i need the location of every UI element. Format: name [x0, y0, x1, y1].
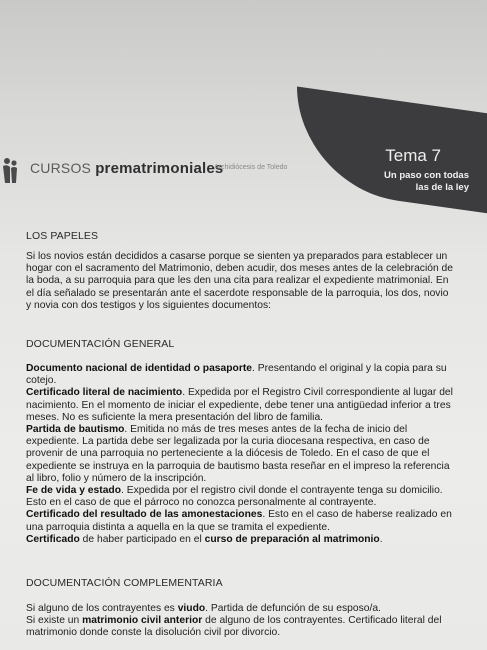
tema-subtitle — [359, 170, 469, 194]
item-viudo-text: Si alguno de los contrayentes es — [26, 603, 178, 614]
item-nacimiento-text: . Expedida por el Registro Civil correspondiente al lugar del nacimiento. En el momento de iniciar el expediente, debe tener una antigüedad inferior a tres meses. No es suficiente la mera presentación del libro de familia. — [26, 387, 453, 423]
general-documents — [26, 363, 456, 546]
item-curso-text: de haber participado en el — [79, 533, 205, 545]
section-title-complementaria: DOCUMENTACIÓN COMPLEMENTARIA — [26, 577, 223, 589]
section-title-papeles: LOS PAPELES — [26, 230, 99, 242]
item-curso-bold-2: curso de preparación al matrimonio — [204, 533, 380, 545]
brand-name — [30, 160, 223, 177]
tema-title: Tema 7 — [385, 146, 441, 165]
item-dni-text: . Presentando el original y la copia para su cotejo. — [26, 363, 447, 387]
item-fe-bold: Fe de vida y estado — [26, 485, 121, 497]
tema-subtitle-line-1: Un paso con todas — [384, 170, 469, 181]
brand-subtitle: Archidiócesis de Toledo — [214, 164, 288, 171]
section-title-general: DOCUMENTACIÓN GENERAL — [26, 338, 175, 350]
item-curso-bold-1: Certificado — [26, 533, 80, 545]
item-amon-text: . Esto en el caso de haberse realizado en una parroquia distinta a aquella en la que se tramita el expediente. — [26, 509, 452, 533]
item-viudo-end: . Partida de defunción de su esposo/a. — [205, 603, 381, 614]
item-amonestaciones — [26, 509, 456, 533]
item-civil-bold: matrimonio civil anterior — [82, 615, 203, 627]
item-civil-end: de alguno de los contrayentes. Certificado literal del matrimonio donde conste la disolución civil por divorcio. — [26, 615, 442, 639]
item-curso — [26, 534, 456, 546]
item-civil-text: Si existe un — [26, 615, 83, 627]
item-dni-bold: Documento nacional de identidad o pasaporte — [26, 363, 252, 374]
brand-bold: prematrimoniales — [95, 160, 224, 177]
item-nacimiento-bold: Certificado literal de nacimiento — [26, 387, 183, 399]
item-viudo-bold: viudo — [177, 603, 206, 614]
item-bautismo-bold: Partida de bautismo — [26, 424, 125, 436]
tema-subtitle-line-2: las de la ley — [415, 182, 469, 193]
item-dni — [26, 363, 456, 387]
item-amon-bold: Certificado del resultado de las amonestaciones — [26, 509, 263, 521]
complementary-documents — [26, 603, 456, 640]
item-viudo — [26, 603, 456, 615]
item-bautismo — [26, 424, 456, 485]
couple-logo-icon — [2, 156, 18, 184]
item-curso-end: . — [379, 533, 383, 545]
brand-light: CURSOS — [30, 160, 96, 176]
item-civil — [26, 615, 456, 639]
item-fe-de-vida — [26, 485, 456, 509]
item-fe-text: . Expedida por el registro civil donde el contrayente tenga su domicilio. Esto en el caso de que el párroco no conozca personalmente al contrayente. — [26, 485, 443, 509]
item-bautismo-text: . Emitida no más de tres meses antes de la fecha de inicio del expediente. La partida debe ser legalizada por la curia diocesana respectiva, en caso de provenir de una parroquia no perteneciente a la diócesis de Toledo. En el caso de que el expediente se instruya en la parroquia de bautismo basta reseñar en el impreso la referencia al libro, folio y número de la inscripción. — [26, 424, 450, 484]
paragraph-papeles: Si los novios están decididos a casarse porque se sienten ya preparados para establecer un hogar con el sacramento del Matrimonio, deben acudir, dos meses antes de la celebración de la boda, a su parroquia para que les den una cita para realizar el expediente matrimonial. En el día señalado se presentarán ante el sacerdote responsable de la parroquia, los dos, novio y novia con dos testigos y los siguientes documentos: — [26, 251, 453, 311]
item-nacimiento — [26, 387, 456, 424]
